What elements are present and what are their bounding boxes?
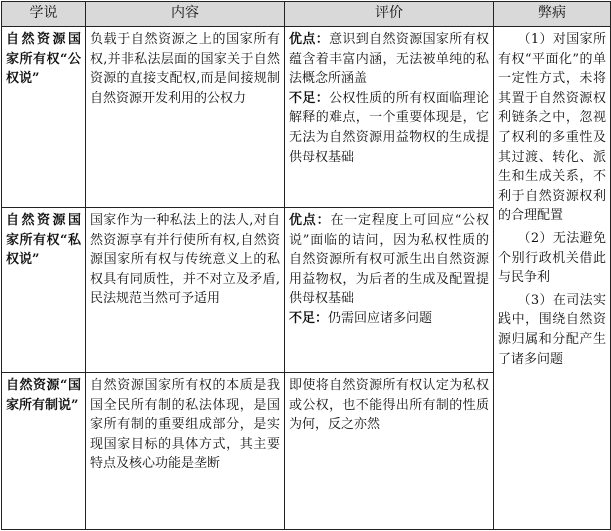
drawbacks-cell <box>494 27 611 530</box>
theory-comparison-table <box>1 1 611 530</box>
theory-private-right: 自然资源国家所有权“私权说” <box>2 208 86 373</box>
header-content: 内容 <box>86 2 285 27</box>
pros-text: 意识到自然资源国家所有权蕴含着丰富内涵，无法被单纯的私法概念所涵盖 <box>289 32 489 87</box>
table-row <box>2 27 611 208</box>
header-drawbacks: 弊病 <box>494 2 611 27</box>
header-evaluation: 评价 <box>285 2 494 27</box>
content-private-right: 国家作为一种私法上的法人,对自然资源享有并行使所有权,自然资源国家所有权与传统意义上的私权具有同质性，并不对立及矛盾,民法规范当然可予适用 <box>86 208 285 373</box>
header-row <box>2 2 611 27</box>
content-ownership-system: 自然资源国家所有权的本质是我国全民所有制的私法体现，是国家所有制的重要组成部分，是实现国家目标的具体方式，其主要特点及核心功能是垄断 <box>86 373 285 530</box>
evaluation-ownership-system: 即使将自然资源所有权认定为私权或公权，也不能得出所有制的性质为何，反之亦然 <box>285 373 494 530</box>
cons-label: 不足： <box>289 310 329 326</box>
evaluation-private-right <box>285 208 494 373</box>
theory-ownership-system: 自然资源“国家所有制说” <box>2 373 86 530</box>
drawback-item: （3）在司法实践中，围绕自然资源归属和分配产生了诸多问题 <box>498 292 606 367</box>
pros-private-right <box>289 211 489 309</box>
pros-label: 优点： <box>289 213 331 228</box>
pros-text: 在一定程度上可回应“公权说”面临的诘问，因为私权性质的自然资源所有权可派生出自然资源用益物权，为后者的生成及配置提供母权基础 <box>289 213 489 307</box>
content-public-right: 负载于自然资源之上的国家所有权,并非私法层面的国家关于自然资源的直接支配权,而是间接规制自然资源开发利用的公权力 <box>86 27 285 208</box>
theory-public-right: 自然资源国家所有权“公权说” <box>2 27 86 208</box>
evaluation-public-right <box>285 27 494 208</box>
cons-text: 仍需回应诸多问题 <box>328 310 433 326</box>
cons-private-right <box>289 309 489 329</box>
cons-public-right <box>289 89 489 167</box>
pros-label: 优点： <box>289 32 330 47</box>
cons-text: 公权性质的所有权面临理论解释的难点，一个重要体现是，它无法为自然资源用益物权的生成提供母权基础 <box>289 90 489 165</box>
drawback-item: （1）对国家所有权“平面化”的单一定性方式，未将其置于自然资源权利链条之中，忽视了权利的多重性及其过渡、转化、派生和生成关系，不利于自然资源权利的合理配置 <box>498 32 606 224</box>
cons-label: 不足： <box>289 90 330 106</box>
drawback-item: （2）无法避免个别行政机关借此与民争利 <box>498 230 606 286</box>
header-theory: 学说 <box>2 2 86 27</box>
pros-public-right <box>289 30 489 89</box>
